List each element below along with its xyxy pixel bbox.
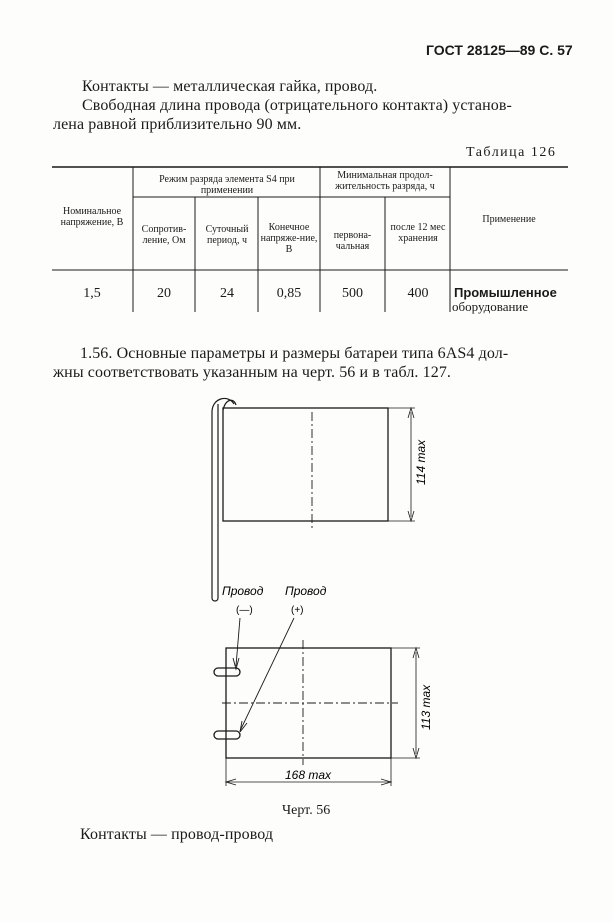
intro-line-3: лена равной приблизительно 90 мм.: [53, 116, 302, 133]
sign-negative: (—): [236, 605, 253, 616]
cell-daily: 24: [220, 286, 234, 301]
label-wire-positive: Провод: [285, 584, 327, 598]
cell-final: 0,85: [276, 286, 302, 301]
header-final-voltage: Конечное напряже-ние, В: [260, 222, 318, 255]
cell-resistance: 20: [157, 286, 171, 301]
cell-initial: 500: [342, 286, 363, 301]
section-line-2: жны соответствовать указанным на черт. 56 и в табл. 127.: [53, 364, 452, 381]
header-discharge-mode: Режим разряда элемента S4 при применении: [159, 174, 295, 196]
section-line-1: 1.56. Основные параметры и размеры батареи типа 6AS4 дол-: [80, 345, 509, 362]
dim-height-bottom: 113 max: [419, 684, 433, 730]
header-initial: первона-чальная: [333, 230, 372, 252]
label-wire-negative: Провод: [222, 584, 264, 598]
cell-nominal: 1,5: [83, 286, 101, 301]
header-application: Применение: [482, 214, 536, 225]
cell-application-2: оборудование: [452, 299, 529, 314]
cell-application-1: Промышленное: [454, 285, 557, 300]
header-daily-period: Суточный период, ч: [205, 224, 249, 246]
table-caption: Таблица 126: [466, 145, 557, 160]
intro-line-1: Контакты — металлическая гайка, провод.: [82, 78, 378, 95]
intro-line-2: Свободная длина провода (отрицательного контакта) установ-: [82, 97, 512, 114]
terminal-positive: [214, 731, 240, 739]
battery-drawing: [0, 390, 613, 810]
sign-positive: (+): [291, 605, 304, 616]
page-header: ГОСТ 28125—89 С. 57: [426, 42, 573, 58]
dim-width: 168 max: [285, 768, 332, 782]
header-min-duration: Минимальная продол-жительность разряда, ч: [335, 170, 435, 192]
header-nominal-voltage: Номинальное напряжение, В: [60, 206, 124, 228]
figure-caption: Черт. 56: [282, 803, 331, 818]
header-after-storage: после 12 мес хранения: [390, 222, 446, 244]
header-resistance: Сопротив-ление, Ом: [141, 224, 187, 246]
battery-front-view: [223, 408, 388, 521]
footer-contacts: Контакты — провод-провод: [80, 826, 274, 843]
dim-height-top: 114 max: [414, 439, 428, 485]
cell-after: 400: [407, 286, 429, 301]
